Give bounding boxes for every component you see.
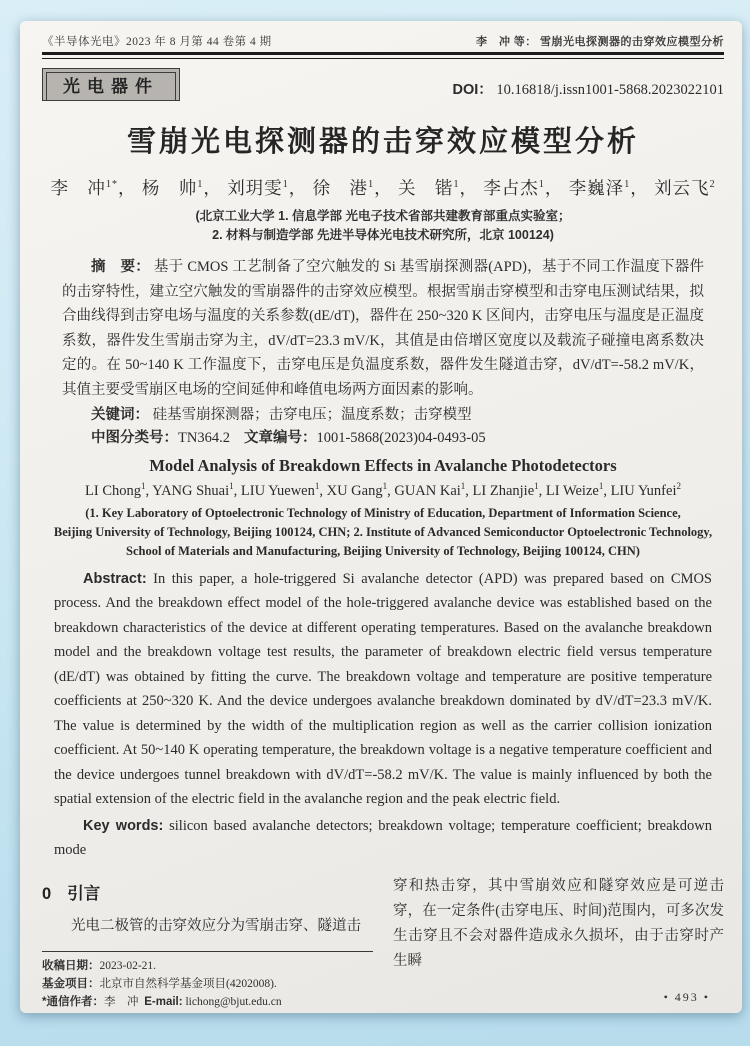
category-badge-label: 光电器件 bbox=[46, 72, 176, 101]
author-separator: , bbox=[538, 482, 546, 499]
footnote-received: 收稿日期：2023-02-21. bbox=[42, 959, 157, 972]
abstract-en-text: In this paper, a hole-triggered Si avalanche detector (APD) was prepared based on CMOS process. And the breakdown effect model of the hole-triggered avalanche device was established based on the breakdown characteristics of the device at different operating temperatures. Based on the avalanche breakdown model and the breakdown voltage test results, the parameter of breakdown electric field versus temperature (dE/dT) was obtained by fitting the curve. The breakdown voltage and temperature are positive temperature coefficients at 250~320 K. And the device undergoes avalanche breakdown dominated by dV/dT=23.3 mV/K. The value is determined by the width of the multiplication region as well as the carrier collision ionization coefficient. At 50~140 K operating temperature, the breakdown voltage is a negative temperature coefficient and the device undergoes tunnel breakdown with dV/dT=-58.2 mV/K. The value is mainly influenced by both the spatial extension of the electric field in the avalanche region and the peak electric field. bbox=[54, 570, 712, 808]
page-number: • 493 • bbox=[663, 990, 710, 1004]
author-en: LIU Yunfei$^2$ bbox=[610, 481, 681, 499]
author-en: LI Chong$^1$ bbox=[85, 481, 146, 499]
abstract-en bbox=[54, 567, 712, 812]
author-separator: , bbox=[603, 482, 611, 499]
author-cn: 徐 港$^1$ bbox=[312, 178, 375, 198]
keywords-cn-text: 硅基雪崩探测器；击穿电压；温度系数；击穿模型 bbox=[152, 407, 472, 423]
affiliation-en-line-3: School of Materials and Manufacturing, Beijing University of Technology, Beijing 100124, CHN) bbox=[126, 543, 640, 558]
keywords-cn bbox=[62, 403, 704, 424]
intro-paragraph-left: 光电二极管的击穿效应分为雪崩击穿、隧道击 bbox=[71, 917, 361, 934]
authors-cn bbox=[42, 175, 724, 200]
article-id-label: 文章编号： bbox=[243, 430, 317, 446]
abstract-cn-text: 基于 CMOS 工艺制备了空穴触发的 Si 基雪崩探测器(APD)，基于不同工作温度下器件的击穿特性，建立空穴触发的雪崩器件的击穿效应模型。根据雪崩击穿模型和击穿电压测试结果，拟合曲线得到击穿电场与温度的关系参数(dE/dT)，器件在 250~320 K 区间内，击穿电压与温度是正温度系数，器件发生雪崩击穿为主，dV/dT=23.3 mV/K，其值是由倍增区宽度以及载流子碰撞电离系数决定的。在 50~140 K 工作温度下，击穿电压是负温度系数，器件发生隧道击穿，dV/dT=-58.2 mV/K，其值主要受雪崩区电场的空间延伸和峰值电场两方面因素的影响。 bbox=[62, 259, 705, 398]
paper-page bbox=[20, 21, 742, 1013]
author-sup: 1 bbox=[598, 481, 604, 491]
author-separator: ， bbox=[544, 178, 564, 198]
author-separator: ， bbox=[117, 178, 137, 198]
author-separator: , bbox=[145, 482, 153, 499]
doi-label: DOI： bbox=[452, 82, 493, 98]
affiliation-en-line-1: (1. Key Laboratory of Optoelectronic Technology of Ministry of Education, Department of Information Science, bbox=[85, 505, 681, 520]
author-en: GUAN Kai$^1$ bbox=[394, 481, 466, 499]
author-sup: 1 bbox=[460, 481, 466, 491]
author-sup: 1 bbox=[534, 481, 539, 491]
author-separator: ， bbox=[630, 178, 649, 198]
author-en: LI Zhanjie$^1$ bbox=[472, 481, 539, 499]
section-heading bbox=[42, 880, 373, 904]
author-sup: 1* bbox=[105, 179, 118, 191]
keywords-cn-label: 关键词： bbox=[91, 407, 149, 423]
category-badge bbox=[42, 68, 180, 101]
body-column-left bbox=[42, 870, 373, 1011]
author-en: YANG Shuai$^1$ bbox=[152, 481, 234, 499]
affiliation-cn-line-2: 2. 材料与制造学部 先进半导体光电技术研究所，北京 100124) bbox=[212, 228, 554, 242]
author-separator: , bbox=[319, 482, 327, 499]
doi-value: 10.16818/j.issn1001-5868.2023022101 bbox=[496, 82, 724, 98]
journal-header bbox=[42, 33, 724, 49]
author-sup: 1 bbox=[141, 481, 146, 491]
author-sup: 1 bbox=[282, 179, 289, 191]
two-column-body bbox=[42, 870, 724, 1011]
article-title-en: Model Analysis of Breakdown Effects in Avalanche Photodetectors bbox=[149, 456, 617, 475]
section-number: 0 bbox=[42, 884, 52, 903]
intro-paragraph-right: 穿和热击穿，其中雪崩效应和隧穿效应是可逆击穿，在一定条件(击穿电压、时间)范围内，可多次发生击穿且不会对器件造成永久损坏，由于击穿时产生瞬 bbox=[393, 877, 724, 969]
badge-row bbox=[42, 68, 724, 101]
author-cn: 李巍泽$^1$ bbox=[568, 178, 631, 198]
author-en: XU Gang$^1$ bbox=[326, 481, 388, 499]
author-separator: ， bbox=[374, 178, 393, 198]
author-separator: ， bbox=[288, 178, 308, 198]
header-rule bbox=[42, 52, 724, 59]
author-sup: 1 bbox=[197, 179, 204, 191]
footnote-corresponding: *通信作者：李 冲 E-mail: lichong@bjut.edu.cn bbox=[42, 995, 282, 1008]
author-cn: 关 锴$^1$ bbox=[397, 178, 460, 198]
affiliation-en-line-2: Beijing University of Technology, Beijing 100124, CHN; 2. Institute of Advanced Semiconductor Optoelectronic Technology, bbox=[53, 524, 713, 539]
email-value: lichong@bjut.edu.cn bbox=[185, 995, 282, 1008]
doi-line bbox=[453, 78, 724, 101]
author-cn: 杨 帅$^1$ bbox=[141, 178, 204, 198]
author-sup: 1 bbox=[314, 481, 320, 491]
author-sup: 1 bbox=[382, 481, 388, 491]
author-separator: ， bbox=[203, 178, 222, 198]
abstract-en-label: Abstract: bbox=[83, 570, 147, 587]
author-cn: 刘玥雯$^1$ bbox=[227, 178, 289, 198]
author-sup: 1 bbox=[538, 179, 545, 191]
email-label: E-mail: bbox=[144, 995, 183, 1008]
keywords-en bbox=[54, 814, 712, 862]
keywords-en-label: Key words: bbox=[83, 817, 164, 834]
author-en: LI Weize$^1$ bbox=[545, 481, 604, 499]
clc-line bbox=[62, 426, 704, 447]
section-title: 引言 bbox=[67, 884, 101, 903]
affiliation-cn-line-1: (北京工业大学 1. 信息学部 光电子技术省部共建教育部重点实验室； bbox=[195, 209, 571, 223]
affiliation-cn bbox=[42, 207, 724, 245]
author-cn: 李 冲$^{1*}$ bbox=[50, 178, 118, 198]
author-sup: 1 bbox=[229, 481, 234, 491]
keywords-en-text: silicon based avalanche detectors; breakdown voltage; temperature coefficient; breakdown mode bbox=[54, 817, 712, 858]
authors-en bbox=[42, 481, 724, 500]
author-sup: 1 bbox=[624, 179, 631, 191]
footnote-fund: 基金项目：北京市自然科学基金项目(4202008). bbox=[42, 977, 277, 990]
article-title-cn: 雪崩光电探测器的击穿效应模型分析 bbox=[126, 126, 639, 158]
abstract-cn bbox=[62, 255, 704, 402]
author-en: LIU Yuewen$^1$ bbox=[240, 481, 320, 499]
article-id-value: 1001-5868(2023)04-0493-05 bbox=[316, 430, 486, 446]
abstract-cn-label: 摘 要： bbox=[91, 259, 151, 275]
author-sup: 2 bbox=[709, 179, 716, 191]
author-separator: , bbox=[387, 482, 395, 499]
footnote-block bbox=[42, 951, 373, 1011]
journal-info: 《半导体光电》2023 年 8 月第 44 卷第 4 期 bbox=[42, 36, 272, 48]
author-sup: 1 bbox=[453, 179, 460, 191]
author-cn: 李占杰$^1$ bbox=[483, 178, 545, 198]
clc-label: 中图分类号： bbox=[91, 430, 178, 446]
author-separator: ， bbox=[459, 178, 478, 198]
affiliation-en bbox=[48, 504, 718, 561]
author-separator: , bbox=[465, 482, 473, 499]
clc-value: TN364.2 bbox=[178, 430, 230, 446]
author-cn: 刘云飞$^2$ bbox=[654, 178, 716, 198]
running-title: 李 冲 等： 雪崩光电探测器的击穿效应模型分析 bbox=[476, 36, 724, 48]
author-sup: 1 bbox=[368, 179, 375, 191]
author-separator: , bbox=[233, 482, 241, 499]
author-sup: 2 bbox=[676, 481, 681, 491]
